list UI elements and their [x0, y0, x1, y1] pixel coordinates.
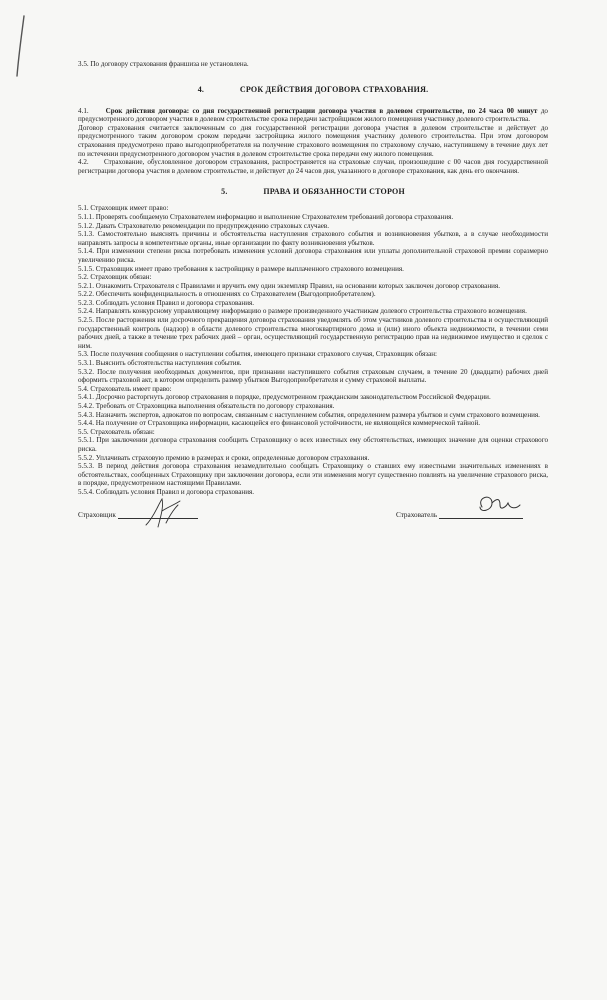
document-body — [78, 60, 548, 529]
clause-5-1-3: 5.1.3. Самостоятельно выяснять причины и обстоятельства наступления страхового события и возникновения убытков, а в случае необходимости направлять запросы в компетентные органы, иные организации по факту возникновения убытков. — [78, 230, 548, 247]
clause-5-2-3: 5.2.3. Соблюдать условия Правил и договора страхования. — [78, 298, 255, 307]
section-5-items — [78, 204, 548, 496]
section-4-number: 4. — [197, 84, 205, 94]
insured-signature-line — [439, 518, 523, 519]
clause-4-2 — [78, 158, 548, 175]
clause-5-5: 5.5. Страхователь обязан: — [78, 427, 155, 436]
section-4-title: СРОК ДЕЙСТВИЯ ДОГОВОРА СТРАХОВАНИЯ. — [239, 84, 429, 94]
clause-5-1-4: 5.1.4. При изменении степени риска потребовать изменения условий договора страхования или уплаты дополнительной страховой премии соразмерно увеличению риска. — [78, 247, 548, 264]
clause-5-4-4: 5.4.4. На получение от Страховщика информации, касающейся его финансовой устойчивости, не являющейся коммерческой тайной. — [78, 419, 481, 428]
clause-4-1 — [78, 107, 548, 124]
insured-signature-image — [472, 493, 528, 517]
clause-4-2-number: 4.2. — [78, 158, 89, 167]
section-5-title: ПРАВА И ОБЯЗАННОСТИ СТОРОН — [263, 187, 405, 197]
clause-5-1-5: 5.1.5. Страховщик имеет право требования к застройщику в размере выплаченного страхового возмещения. — [78, 264, 404, 273]
clause-5-5-1: 5.5.1. При заключении договора страхования сообщить Страховщику о всех известных ему обстоятельствах, имеющих значение для оценки страхового риска. — [78, 436, 548, 453]
clause-5-3-2: 5.3.2. После получения необходимых документов, при признании наступившего события страховым случаем, в течение 20 (двадцати) рабочих дней оформить страховой акт, в котором определить размер убытков Выгодоприобретателя и сумму страховой выплаты. — [78, 367, 548, 385]
clause-5-4-1: 5.4.1. Досрочно расторгнуть договор страхования в порядке, предусмотренном гражданским законодательством Российской Федерации. — [78, 393, 491, 402]
insured-label: Страхователь — [396, 510, 438, 519]
clause-4-1-rest: до предусмотренного договором участия в долевом строительстве срока передачи застройщиком жилого помещения участнику долевого строительства. — [78, 106, 548, 124]
clause-5-5-2: 5.5.2. Уплачивать страховую премию в размерах и сроки, определенные договором страхования. — [78, 453, 370, 462]
clause-4-1-lead: Срок действия договора: — [105, 106, 193, 115]
clause-5-2-5: 5.2.5. После расторжения или досрочного прекращения договора страхования уведомлять об этом участников долевого строительства и осуществляющий государственный контроль (надзор) в области долевого строительства многоквартирного дома и (или) иного объекта недвижимости, в течении семи рабочих дней, а также в течение трех рабочих дней – орган, осуществляющий государственную регистрацию прав на недвижимое имущество и сделок с ним. — [78, 316, 548, 350]
clause-5-2-4: 5.2.4. Направлять конкурсному управляющему информацию о размере произведенного участникам долевого строительства страхового возмещения. — [78, 307, 527, 316]
insurer-label: Страховщик — [78, 510, 116, 519]
clause-3-5: 3.5. По договору страхования франшиза не установлена. — [78, 60, 249, 68]
clause-4-1-bold: со дня государственной регистрации договора участия в долевом строительстве, по 24 часа 00 минут — [192, 106, 538, 115]
signature-row — [78, 501, 548, 529]
clause-5-4: 5.4. Страхователь имеет право: — [78, 384, 172, 393]
clause-5-4-2: 5.4.2. Требовать от Страховщика выполнения обязательств по договору страхования. — [78, 402, 335, 410]
handwritten-mark — [10, 12, 40, 82]
section-4-heading — [78, 85, 548, 95]
clause-5-2-1: 5.2.1. Ознакомить Страхователя с Правилами и вручить ему один экземпляр Правил, на основании которых заключен договор страхования. — [78, 281, 500, 290]
section-5-heading — [78, 187, 548, 197]
clause-5-2-2: 5.2.2. Обеспечить конфиденциальность в отношениях со Страхователем (Выгодоприобретателем). — [78, 290, 376, 299]
clause-5-2: 5.2. Страховщик обязан: — [78, 273, 152, 282]
clause-4-2-text: Страхование, обусловленное договором страхования, распространяется на страховые случаи, произошедшие с 00 часов дня государственной регистрации договора участия в долевом строительстве, и действует до 24 часов дня, указанного в договоре страхования, как день его окончания. — [78, 158, 548, 175]
section-5-number: 5. — [221, 187, 228, 197]
clause-5-5-4: 5.5.4. Соблюдать условия Правил и договора страхования. — [78, 487, 255, 496]
clause-5-1: 5.1. Страховщик имеет право: — [78, 204, 169, 213]
clause-5-1-2: 5.1.2. Давать Страхователю рекомендации по предупреждению страховых случаев. — [78, 221, 330, 230]
clause-4-1-number: 4.1. — [78, 106, 89, 115]
clause-5-1-1: 5.1.1. Проверять сообщаемую Страхователем информацию и выполнение Страхователем требований договора страхования. — [78, 212, 454, 221]
clause-5-5-3: 5.5.3. В период действия договора страхования незамедлительно сообщать Страховщику о ставших ему известными значительных изменениях в обстоятельствах, сообщенных Страховщику при заключении договора, если эти изменения могут существенно повлиять на увеличение страхового риска, в порядке, предусмотренном настоящими Правилами. — [78, 462, 548, 488]
clause-5-3: 5.3. После получения сообщения о наступлении события, имеющего признаки страхового случая, Страховщик обязан: — [78, 350, 437, 359]
clause-5-3-1: 5.3.1. Выяснить обстоятельства наступления события. — [78, 359, 242, 368]
insurer-signature-image — [140, 495, 190, 529]
clause-4-1-b: Договор страхования считается заключенным со дня государственной регистрации договора участия в долевом строительстве и действует до предусмотренного таким договором сроком передачи застройщика жилого помещения участнику долевого строительства. При этом договором страхования предусмотрено право выгодоприобретателя на получение страхового возмещения по страховому случаю, наступившему в течение двух лет по истечении предусмотренного договором участия в долевом строительстве срока передачи ему жилого помещения. — [78, 123, 548, 158]
clause-5-4-3: 5.4.3. Назначить экспертов, адвокатов по вопросам, связанным с наступлением события, определением размера убытков и сумм страхового возмещения. — [78, 410, 540, 419]
